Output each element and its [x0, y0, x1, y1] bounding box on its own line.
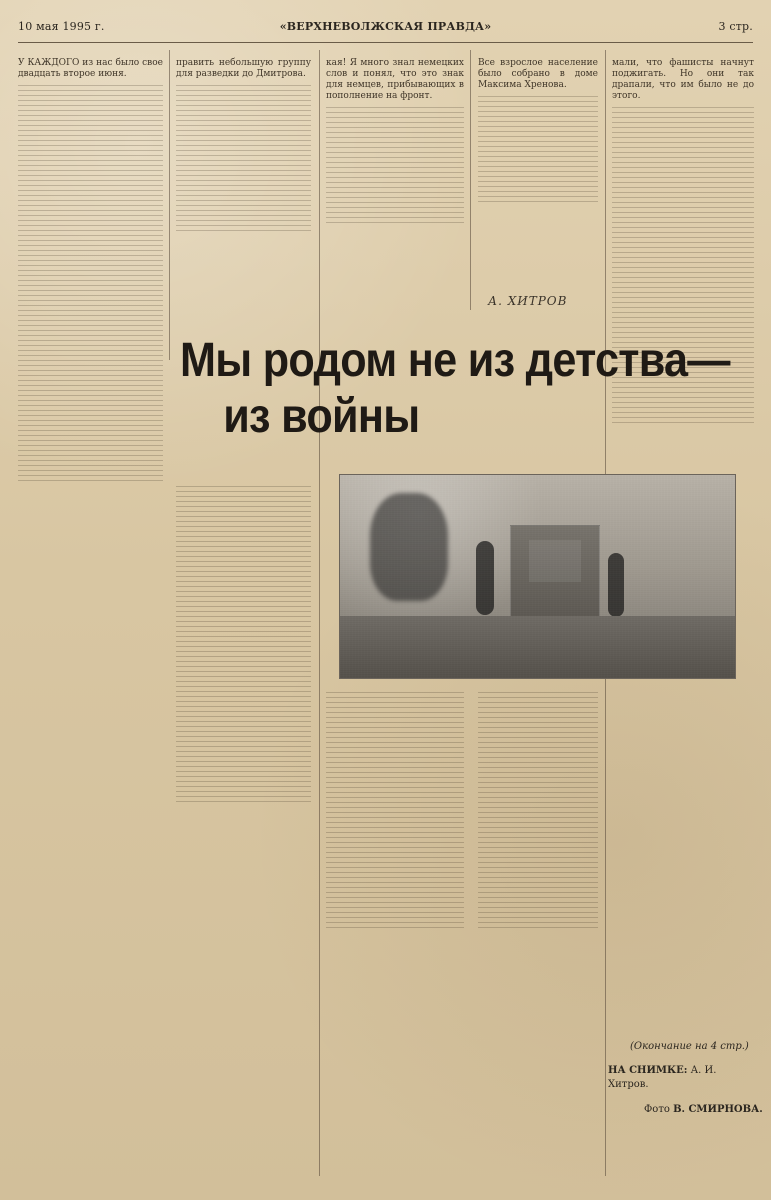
article-author: А. ХИТРОВ — [488, 294, 568, 308]
article-column-4 — [478, 58, 598, 278]
article-lower-column-4 — [478, 688, 598, 1168]
article-headline — [180, 333, 730, 445]
photo-credit — [644, 1104, 763, 1115]
page-number: 3 стр. — [718, 20, 753, 33]
lower-column-3-lines — [326, 692, 464, 928]
column-rule-1 — [169, 50, 170, 360]
issue-date: 10 мая 1995 г. — [18, 20, 105, 33]
photo-credit-name: В. СМИРНОВА. — [673, 1104, 763, 1115]
lower-column-4-lines — [478, 692, 598, 928]
headline-block — [180, 333, 730, 463]
lower-column-2-lines — [176, 486, 311, 802]
article-column-1 — [18, 58, 163, 1168]
article-column-3 — [326, 58, 464, 294]
article-lower-column-2 — [176, 482, 311, 1162]
continued-note: (Окончание на 4 стр.) — [630, 1041, 749, 1052]
caption-text: А. И. Хитров. — [608, 1065, 717, 1090]
column-1-excerpt: У КАЖДОГО из нас было свое двадцать второе июня. — [18, 58, 163, 79]
article-lower-column-3 — [326, 688, 464, 1168]
newspaper-title: «ВЕРХНЕВОЛЖСКАЯ ПРАВДА» — [279, 20, 492, 33]
headline-line-2: из войны — [223, 390, 420, 443]
column-rule-3 — [470, 50, 471, 310]
caption-label: НА СНИМКЕ: — [608, 1065, 688, 1076]
article-photo — [339, 474, 736, 679]
column-4-excerpt: Все взрослое население было собрано в доме Максима Хренова. — [478, 58, 598, 90]
headline-line-1: Мы родом не из детства— — [180, 334, 730, 387]
photo-grain — [340, 475, 735, 678]
column-2-top-lines — [176, 85, 311, 231]
photo-credit-prefix: Фото — [644, 1104, 670, 1115]
article-column-2 — [176, 58, 311, 338]
column-3-excerpt: кая! Я много знал немецких слов и понял, что это знак для немцев, прибывающих в пополнение на фронт. — [326, 58, 464, 101]
column-2-excerpt: править небольшую группу для разведки до Дмитрова. — [176, 58, 311, 79]
column-4-top-lines — [478, 96, 598, 202]
photo-caption — [608, 1064, 753, 1092]
page-header — [18, 18, 753, 43]
column-5-excerpt: мали, что фашисты начнут поджигать. Но они так драпали, что им было не до этого. — [612, 58, 754, 101]
column-rule-2 — [319, 50, 320, 1176]
column-1-text-lines — [18, 85, 163, 481]
column-3-top-lines — [326, 107, 464, 223]
